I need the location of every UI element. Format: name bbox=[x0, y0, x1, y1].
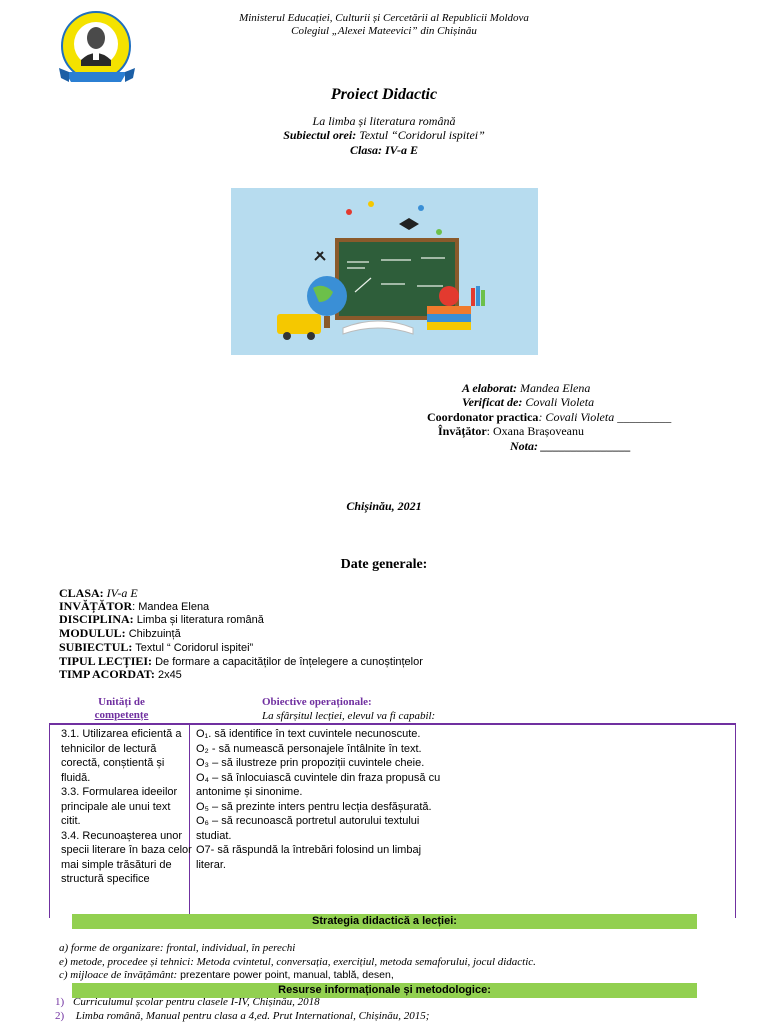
competence-item: 3.3. Formularea ideeilor principale ale unui text citit. bbox=[61, 786, 178, 827]
objectives-cell bbox=[196, 727, 446, 872]
resource-text: Limba română, Manual pentru clasa a 4,ed. Prut International, Chișinău, 2015; bbox=[73, 1010, 430, 1022]
verified-label: Verificat de: bbox=[462, 395, 523, 409]
col1-head-line1: Unități de bbox=[98, 696, 145, 708]
strategy-means bbox=[59, 969, 394, 981]
college-line: Colegiul „Alexei Mateevici” din Chișinău bbox=[291, 25, 477, 37]
table-right-border bbox=[735, 725, 736, 918]
row-label: MODULUL: bbox=[59, 626, 126, 640]
means-label: c) mijloace de învățământ: bbox=[59, 969, 178, 981]
objective-item: O₃ – să ilustreze prin propoziții cuvintele cheie. bbox=[196, 757, 425, 769]
general-row-class bbox=[59, 586, 138, 600]
coord-label: Coordonator practica bbox=[427, 410, 539, 424]
row-label: DISCIPLINA: bbox=[59, 612, 134, 626]
general-row-module bbox=[59, 626, 181, 641]
teacher-value: : Oxana Brașoveanu bbox=[486, 424, 584, 438]
table-left-border bbox=[49, 725, 50, 918]
general-data-title: Date generale: bbox=[340, 557, 428, 572]
class-label: Clasa: bbox=[349, 143, 382, 157]
row-value: De formare a capacităților de înțelegere a cunoștințelor bbox=[152, 656, 423, 668]
topic-label: Subiectul orei: bbox=[283, 128, 357, 142]
means-value: prezentare power point, manual, tablă, desen, bbox=[177, 969, 394, 981]
strategy-methods: e) metode, procedee și tehnici: Metoda cvintetul, conversația, exercițiul, metoda semaforului, jocul didactic. bbox=[59, 956, 536, 968]
general-row-time bbox=[59, 667, 182, 682]
objective-item: O₄ – să înlocuiască cuvintele din fraza propusă cu antonime și sinonime. bbox=[196, 771, 441, 798]
author-label: A elaborat: bbox=[462, 381, 518, 395]
resource-item bbox=[55, 996, 320, 1008]
strategy-forms: a) forme de organizare: frontal, individual, în perechi bbox=[59, 942, 296, 954]
row-value: IV-a E bbox=[103, 586, 138, 600]
row-value: Textul “ Coridorul ispitei” bbox=[132, 642, 254, 654]
classroom-illustration bbox=[231, 188, 538, 355]
strategy-bar: Strategia didactică a lecției: bbox=[72, 914, 697, 929]
competence-item: 3.4. Recunoașterea unor specii literare în baza celor mai simple trăsături de structură specifice bbox=[61, 829, 192, 885]
row-label: SUBIECTUL: bbox=[59, 640, 133, 654]
credit-teacher bbox=[438, 424, 584, 439]
row-value: 2x45 bbox=[154, 669, 182, 681]
class-value: IV-a E bbox=[382, 143, 419, 157]
teacher-label: Învățător bbox=[438, 424, 487, 438]
general-row-subject bbox=[59, 640, 253, 655]
resource-number: 1) bbox=[55, 996, 65, 1008]
row-value: Limba și literatura română bbox=[133, 614, 264, 626]
chalkboard-illustration bbox=[231, 188, 538, 355]
class-line bbox=[0, 143, 768, 158]
objectives-subheader: La sfârșitul lecției, elevul va fi capabil: bbox=[262, 710, 436, 722]
objective-item: O₂ - să numească personajele întâlnite în text. bbox=[196, 742, 422, 755]
lesson-topic bbox=[0, 128, 768, 143]
row-label: TIPUL LECȚIEI: bbox=[59, 654, 153, 668]
row-label: CLASA: bbox=[59, 586, 104, 600]
general-row-discipline bbox=[59, 612, 264, 627]
objectives-column-header: Obiective operaționale: bbox=[262, 696, 372, 708]
subject-subtitle: La limba și literatura română bbox=[312, 114, 456, 128]
city-year: Chișinău, 2021 bbox=[346, 499, 422, 513]
resource-item bbox=[55, 1010, 429, 1022]
author-value: Mandea Elena bbox=[517, 381, 591, 395]
objective-item: O₆ – să recunoască portretul autorului textului studiat. bbox=[196, 815, 420, 842]
competence-item: 3.1. Utilizarea eficientă a tehnicilor de lectură corectă, conștientă și fluidă. bbox=[61, 728, 182, 784]
verified-value: Covali Violeta bbox=[522, 395, 595, 409]
row-value: : Mandea Elena bbox=[132, 601, 210, 613]
row-value: Chibzuință bbox=[125, 628, 181, 640]
resource-number: 2) bbox=[55, 1010, 65, 1022]
objective-item: O7- să răspundă la întrebări folosind un limbaj literar. bbox=[196, 844, 422, 871]
objective-item: O₁. să identifice în text cuvintele necunoscute. bbox=[196, 728, 421, 740]
col1-head-line2: competențe bbox=[94, 709, 149, 721]
ministry-line: Ministerul Educației, Culturii și Cercetării al Republicii Moldova bbox=[239, 12, 529, 24]
credit-author bbox=[462, 381, 590, 396]
coord-value: : Covali Violeta _________ bbox=[538, 410, 672, 424]
row-label: INVĂȚĂTOR bbox=[59, 599, 133, 613]
competences-cell bbox=[61, 727, 193, 887]
competences-column-header bbox=[59, 696, 184, 722]
resources-bar: Resurse informaționale și metodologice: bbox=[72, 983, 697, 998]
row-label: TIMP ACORDAT: bbox=[59, 667, 155, 681]
resource-text: Curriculumul școlar pentru clasele I-IV, Chișinău, 2018 bbox=[73, 996, 320, 1008]
credit-grade: Nota: _______________ bbox=[510, 439, 631, 453]
credit-coordinator bbox=[427, 410, 671, 425]
document-title: Proiect Didactic bbox=[330, 86, 438, 103]
credit-verified bbox=[462, 395, 594, 410]
topic-value: Textul “Coridorul ispitei” bbox=[356, 128, 485, 142]
objective-item: O₅ – să prezinte inters pentru lecția desfășurată. bbox=[196, 800, 432, 813]
